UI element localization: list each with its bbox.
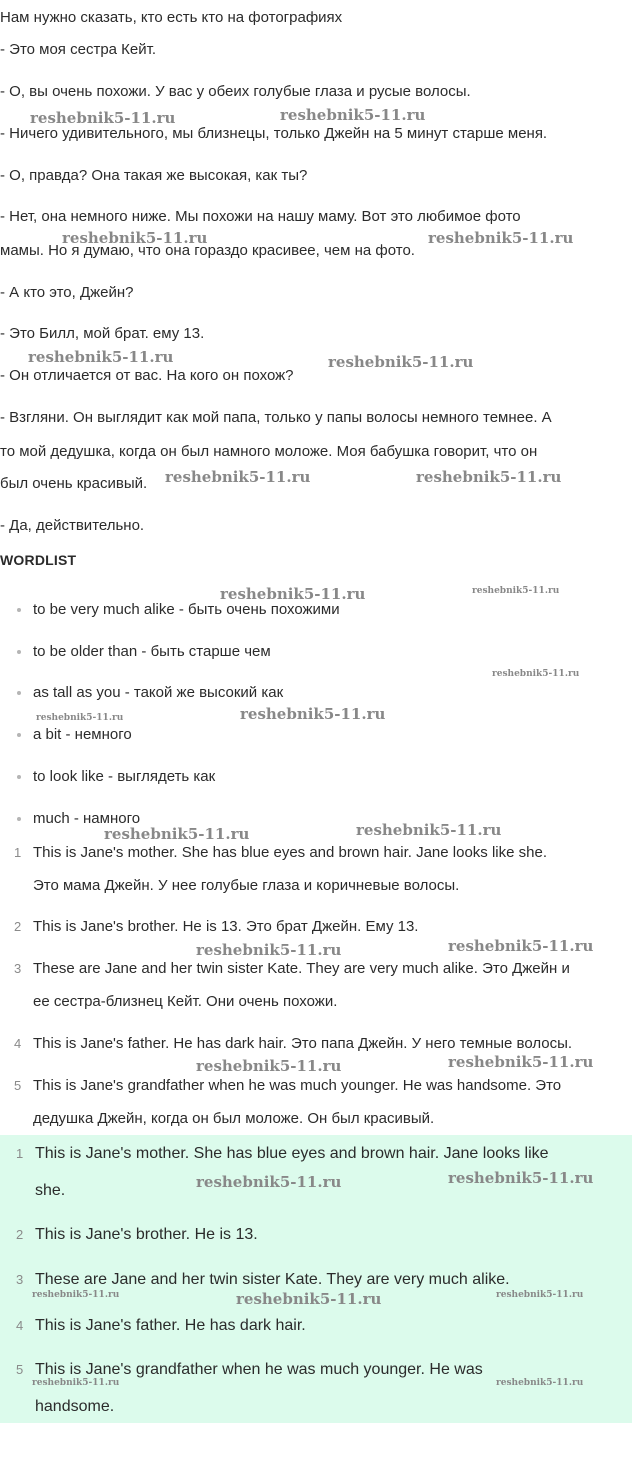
dialogue-line: - Это моя сестра Кейт. [0,41,156,58]
dialogue-line: - Нет, она немного ниже. Мы похожи на нашу маму. Вот это любимое фото [0,208,521,225]
dialogue-line: - Это Билл, мой брат. ему 13. [0,325,205,342]
watermark: reshebnik5-11.ru [280,106,426,124]
watermark: reshebnik5-11.ru [448,1053,594,1071]
watermark: reshebnik5-11.ru [196,1173,342,1191]
bullet-icon [17,650,21,654]
bullet-icon [17,691,21,695]
item-number: 4 [14,1036,22,1051]
watermark: reshebnik5-11.ru [416,468,562,486]
wordlist-item-text: a bit - немного [33,726,132,743]
dialogue-line: - О, вы очень похожи. У вас у обеих голубые глаза и русые волосы. [0,83,471,100]
dialogue-line: мамы. Но я думаю, что она гораздо красивее, чем на фото. [0,242,415,259]
watermark: reshebnik5-11.ru [30,109,176,127]
item-text: handsome. [35,1398,115,1415]
watermark: reshebnik5-11.ru [448,937,594,955]
watermark: reshebnik5-11.ru [36,713,124,723]
watermark: reshebnik5-11.ru [32,1378,120,1388]
watermark: reshebnik5-11.ru [472,586,560,596]
item-text: Это мама Джейн. У нее голубые глаза и коричневые волосы. [33,877,460,894]
item-text: дедушка Джейн, когда он был моложе. Он был красивый. [33,1110,435,1127]
dialogue-line: - А кто это, Джейн? [0,284,134,301]
item-number: 1 [14,845,22,860]
item-number: 3 [16,1272,24,1287]
item-text: This is Jane's mother. She has blue eyes and brown hair. Jane looks like she. [33,844,547,861]
item-number: 2 [14,919,22,934]
bullet-icon [17,608,21,612]
watermark: reshebnik5-11.ru [220,585,366,603]
dialogue-intro: Нам нужно сказать, кто есть кто на фотографиях [0,9,343,26]
item-number: 5 [14,1078,22,1093]
item-text: This is Jane's mother. She has blue eyes and brown hair. Jane looks like [35,1145,549,1162]
watermark: reshebnik5-11.ru [236,1290,382,1308]
watermark: reshebnik5-11.ru [28,348,174,366]
item-text: These are Jane and her twin sister Kate. They are very much alike. Это Джейн и [33,960,570,977]
item-text: she. [35,1182,66,1199]
watermark: reshebnik5-11.ru [62,229,208,247]
dialogue-line: - Да, действительно. [0,517,145,534]
wordlist-item-text: to be older than - быть старше чем [33,643,271,660]
item-text: This is Jane's father. He has dark hair. [35,1317,306,1334]
bullet-icon [17,733,21,737]
item-number: 1 [16,1146,24,1161]
dialogue-line: был очень красивый. [0,475,148,492]
dialogue-line: то мой дедушка, когда он был намного моложе. Моя бабушка говорит, что он [0,443,538,460]
dialogue-line: - Он отличается от вас. На кого он похож? [0,367,294,384]
wordlist-heading: WORDLIST [0,552,77,568]
dialogue-line: - О, правда? Она такая же высокая, как ты? [0,167,308,184]
watermark: reshebnik5-11.ru [356,821,502,839]
wordlist-item-text: much - намного [33,810,141,827]
bullet-icon [17,775,21,779]
watermark: reshebnik5-11.ru [196,1057,342,1075]
watermark: reshebnik5-11.ru [428,229,574,247]
watermark: reshebnik5-11.ru [196,941,342,959]
wordlist-item-text: as tall as you - такой же высокий как [33,684,284,701]
item-text: This is Jane's grandfather when he was much younger. He was [35,1361,483,1378]
item-number: 5 [16,1362,24,1377]
watermark: reshebnik5-11.ru [165,468,311,486]
dialogue-line: - Взгляни. Он выглядит как мой папа, только у папы волосы немного темнее. А [0,409,552,426]
watermark: reshebnik5-11.ru [328,353,474,371]
watermark: reshebnik5-11.ru [496,1378,584,1388]
item-number: 2 [16,1227,24,1242]
watermark: reshebnik5-11.ru [448,1169,594,1187]
item-number: 4 [16,1318,24,1333]
item-text: This is Jane's grandfather when he was much younger. He was handsome. Это [33,1077,562,1094]
watermark: reshebnik5-11.ru [240,705,386,723]
wordlist-item-text: to be very much alike - быть очень похожими [33,601,340,618]
watermark: reshebnik5-11.ru [496,1290,584,1300]
item-text: This is Jane's brother. He is 13. [35,1226,258,1243]
item-number: 3 [14,961,22,976]
item-text: ее сестра-близнец Кейт. Они очень похожи. [33,993,338,1010]
item-text: This is Jane's brother. He is 13. Это брат Джейн. Ему 13. [33,918,419,935]
bullet-icon [17,817,21,821]
item-text: These are Jane and her twin sister Kate. They are very much alike. [35,1271,510,1288]
watermark: reshebnik5-11.ru [32,1290,120,1300]
watermark: reshebnik5-11.ru [104,825,250,843]
dialogue-line: - Ничего удивительного, мы близнецы, только Джейн на 5 минут старше меня. [0,125,548,142]
wordlist-item-text: to look like - выглядеть как [33,768,216,785]
watermark: reshebnik5-11.ru [492,669,580,679]
item-text: This is Jane's father. He has dark hair. Это папа Джейн. У него темные волосы. [33,1035,573,1052]
